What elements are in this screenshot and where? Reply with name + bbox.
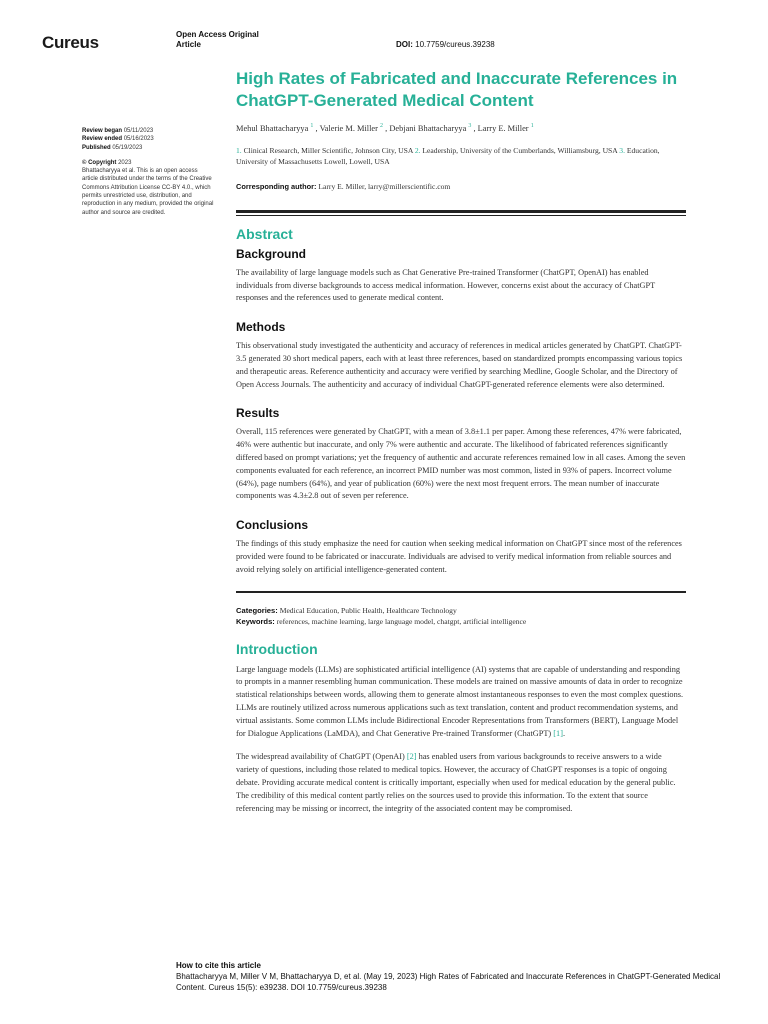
affiliations	[236, 145, 686, 168]
affiliation-number: 1.	[236, 145, 242, 155]
author-name[interactable]: Valerie M. Miller	[319, 123, 378, 133]
corresponding-label: Corresponding author:	[236, 181, 317, 191]
citation-link[interactable]: [2]	[406, 752, 417, 762]
affiliation-text: Leadership, University of the Cumberlands, Williamsburg, USA	[422, 145, 618, 155]
article-type-line2: Article	[176, 40, 201, 49]
affiliation-number: 2.	[414, 145, 421, 155]
author-separator: ,	[471, 123, 478, 133]
affiliation-number: 3.	[619, 145, 625, 155]
author-name[interactable]: Mehul Bhattacharyya	[236, 123, 309, 133]
section-divider	[236, 210, 686, 213]
citation-footer	[176, 960, 736, 993]
review-ended-value: 05/16/2023	[123, 136, 154, 143]
author-affiliation-ref[interactable]: 3	[468, 123, 472, 129]
introduction-heading: Introduction	[236, 640, 318, 657]
author-affiliation-ref[interactable]: 2	[380, 123, 384, 129]
corresponding-value[interactable]: Larry E. Miller, larry@millerscientific.com	[318, 181, 451, 191]
published-value: 05/19/2023	[112, 144, 143, 151]
results-text: Overall, 115 references were generated by ChatGPT, with a mean of 3.8±1.1 per paper. Among these references, 47% were fabricated, 46% were authentic but inaccurate, and only 7% were authentic and accurate. The likelihood of fabricated references significantly differed based on prompt variations; yet the frequency of authentic and accurate references remained low in all cases. Among the seven components evaluated for each reference, an incorrect PMID number was most common, listed in 93% of papers. Incorrect volume (64%), page numbers (64%), and year of publication (60%) were the next most frequent errors. The mean number of inaccurate components was 4.3±2.8 out of seven per reference.	[236, 427, 686, 501]
author-name[interactable]: Debjani Bhattacharyya	[389, 123, 467, 133]
article-type-line1: Open Access Original	[176, 30, 259, 39]
copyright-label: © Copyright	[82, 159, 117, 166]
sidebar-info	[82, 127, 214, 217]
published	[82, 144, 214, 152]
conclusions-text: The findings of this study emphasize the need for caution when seeking medical information on ChatGPT since most of the references provided were found to be fabricated or inaccurate. Individuals are advised to verify medical information from reliable sources and avoid relying solely on artificial intelligence-generated content.	[236, 539, 682, 574]
author-affiliation-ref[interactable]: 1	[530, 123, 534, 129]
methods-heading: Methods	[236, 320, 286, 335]
article-title: High Rates of Fabricated and Inaccurate References in ChatGPT-Generated Medical Content	[236, 69, 678, 110]
section-divider	[236, 591, 686, 593]
published-label: Published	[82, 144, 111, 151]
categories	[236, 605, 686, 617]
citation-text: Bhattacharyya M, Miller V M, Bhattacharyya D, et al. (May 19, 2023) High Rates of Fabricated and Inaccurate References in ChatGPT-Generated Medical Content. Cureus 15(5): e39238. DOI 10.7759/cureus.39238	[176, 972, 721, 992]
keywords-value: references, machine learning, large language model, chatgpt, artificial intelligence	[276, 617, 527, 627]
review-ended-label: Review ended	[82, 136, 123, 143]
categories-value[interactable]: Medical Education, Public Health, Healthcare Technology	[279, 605, 457, 615]
doi[interactable]	[396, 40, 495, 49]
methods-text: This observational study investigated the authenticity and accuracy of references in medical articles generated by ChatGPT. ChatGPT-3.5 generated 30 short medical papers, each with at least three references, based on standardized prompts encompassing various topics and therapeutic areas. Reference authenticity and accuracy were verified by searching Medline, Google Scholar, and the Directory of Open Access Journals. The authenticity and accuracy of individual ChatGPT-generated reference elements were also determined.	[236, 341, 683, 389]
author-separator: ,	[383, 123, 390, 133]
keywords	[236, 616, 686, 628]
author-separator: ,	[313, 123, 320, 133]
copyright-year: 2023	[118, 159, 132, 166]
conclusions-heading: Conclusions	[236, 518, 309, 533]
license-text: Bhattacharyya et al. This is an open access article distributed under the terms of the Creative Commons Attribution License CC-BY 4.0., which permits unrestricted use, distribution, and reproduction in any medium, provided the original author and source are credited.	[82, 168, 214, 216]
results-heading: Results	[236, 406, 280, 421]
journal-logo[interactable]: Cureus	[42, 33, 99, 52]
section-divider-thin	[236, 215, 686, 216]
article-meta	[236, 605, 686, 628]
introduction-text-rest: has enabled users from various backgrounds to receive answers to a wide variety of questions, including those related to medical topics. However, the accuracy of ChatGPT responses is a topic of ongoing debate. Providing accurate medical content is critically important, especially when used for medical education by the general public. The credibility of this medical content partly relies on the sources used to provide this information. To the extent that source referencing may be missing or incorrect, the integrity of the associated content may be compromised.	[236, 752, 676, 813]
copyright	[82, 159, 214, 167]
keywords-label: Keywords:	[236, 617, 275, 627]
review-began-label: Review began	[82, 128, 123, 134]
background-heading: Background	[236, 246, 307, 261]
review-began-value: 05/11/2023	[123, 128, 154, 134]
introduction-paragraph-1	[236, 664, 686, 741]
how-to-cite-label: How to cite this article	[176, 961, 261, 970]
affiliation-text: Clinical Research, Miller Scientific, Johnson City, USA	[243, 145, 413, 155]
review-began	[82, 127, 214, 135]
doi-value[interactable]: 10.7759/cureus.39238	[415, 40, 495, 49]
article-type	[176, 30, 259, 50]
article-main	[236, 68, 686, 815]
citation-link[interactable]: [1]	[553, 728, 563, 738]
doi-label: DOI:	[396, 40, 413, 49]
introduction-text-end: .	[562, 728, 566, 738]
introduction-text: The widespread availability of ChatGPT (OpenAI)	[236, 752, 407, 762]
categories-label: Categories:	[236, 605, 278, 615]
affiliation-text: Education, University of Massachusetts Lowell, Lowell, USA	[236, 145, 660, 167]
introduction-text: Large language models (LLMs) are sophisticated artificial intelligence (AI) systems that are capable of understanding and responding to prompts in a manner resembling human communication. These models are trained on massive amounts of data in order to recognize statistical relationships between words, allowing them to generate almost instantaneous responses to even the most complex questions. LLMs are routinely utilized across numerous applications such as text translation, content and product recommendation systems, and virtual assistants. Some common LLMs include Bidirectional Encoder Representations from Transformers (BERT), Language Model for Dialogue Applications (LaMDA), and Chat Generative Pre-trained Transformer (ChatGPT)	[236, 664, 684, 738]
author-list	[236, 123, 686, 133]
corresponding-author	[236, 182, 686, 191]
introduction-paragraph-2	[236, 751, 686, 815]
author-affiliation-ref[interactable]: 1	[310, 123, 314, 129]
review-ended	[82, 135, 214, 143]
author-name[interactable]: Larry E. Miller	[477, 123, 529, 133]
background-text: The availability of large language models such as Chat Generative Pre-trained Transformer (ChatGPT, OpenAI) has enabled individuals from diverse backgrounds to access medical information. However, concerns exist about the accuracy of ChatGPT responses and the references used to generate medical content.	[236, 267, 656, 303]
abstract-heading: Abstract	[236, 225, 293, 242]
